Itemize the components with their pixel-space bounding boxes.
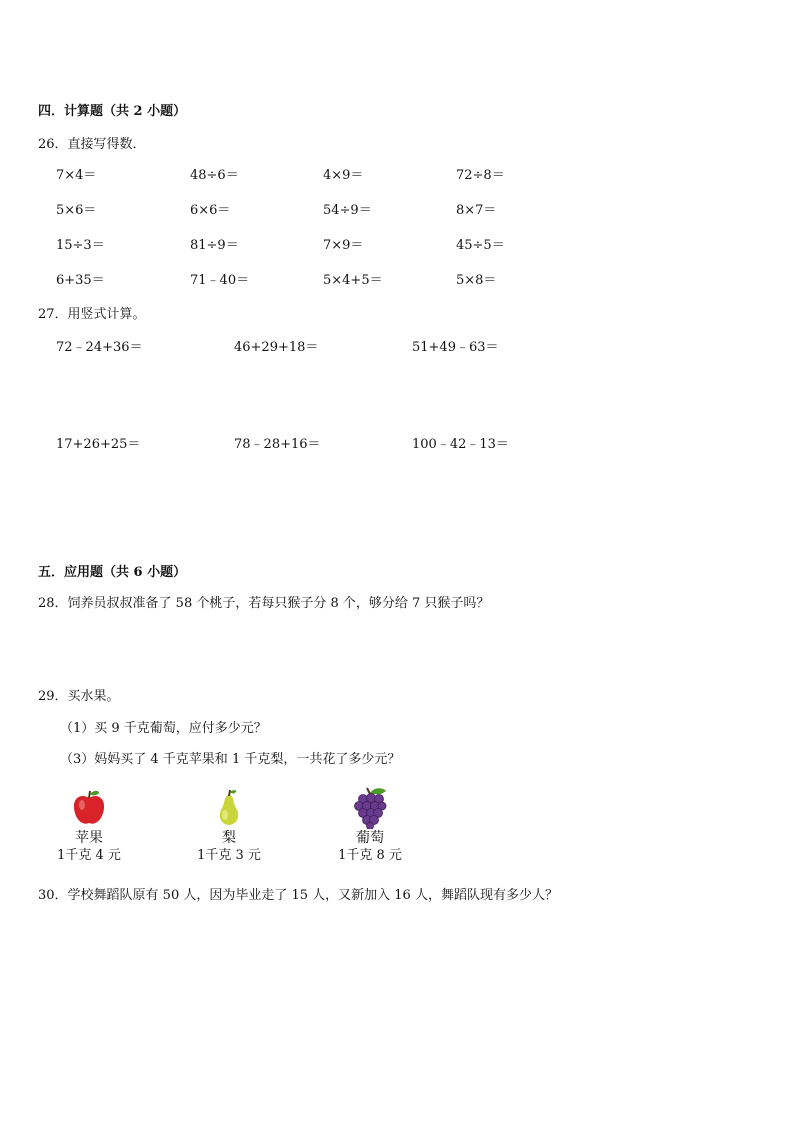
fruit-price: 1千克 8 元 bbox=[338, 848, 402, 863]
question-26-label: 26．直接写得数． bbox=[38, 137, 146, 152]
question-30: 30．学校舞蹈队原有 50 人，因为毕业走了 15 人，又新加入 16 人，舞蹈队现有多少人？ bbox=[38, 888, 558, 903]
q27-item: 51+49﹣63＝ bbox=[412, 340, 499, 355]
grape-icon bbox=[350, 785, 390, 829]
q26-item: 71﹣40＝ bbox=[190, 273, 250, 288]
fruit-name: 葡萄 bbox=[356, 830, 384, 846]
q26-item: 8×7＝ bbox=[456, 203, 497, 218]
q26-item: 7×9＝ bbox=[323, 238, 364, 253]
question-29-sub-3: （3）妈妈买了 4 千克苹果和 1 千克梨，一共花了多少元？ bbox=[60, 752, 401, 767]
q26-item: 5×8＝ bbox=[456, 273, 497, 288]
fruit-apple bbox=[44, 789, 134, 865]
section-4-heading: 四．计算题（共 2 小题） bbox=[38, 104, 187, 119]
fruit-pear bbox=[184, 789, 274, 865]
q26-item: 5×4+5＝ bbox=[323, 273, 383, 288]
q27-item: 46+29+18＝ bbox=[234, 340, 319, 355]
question-29-label: 29．买水果。 bbox=[38, 689, 120, 704]
q27-item: 100﹣42﹣13＝ bbox=[412, 437, 509, 452]
fruit-name: 梨 bbox=[222, 830, 236, 846]
q26-item: 15÷3＝ bbox=[56, 238, 105, 253]
q26-item: 45÷5＝ bbox=[456, 238, 505, 253]
q26-item: 6×6＝ bbox=[190, 203, 231, 218]
q27-item: 72﹣24+36＝ bbox=[56, 340, 143, 355]
pear-icon bbox=[214, 789, 244, 827]
fruit-name: 苹果 bbox=[75, 830, 103, 846]
q26-item: 48÷6＝ bbox=[190, 168, 239, 183]
question-29-sub-1: （1）买 9 千克葡萄，应付多少元？ bbox=[60, 721, 267, 736]
question-28: 28．饲养员叔叔准备了 58 个桃子，若每只猴子分 8 个，够分给 7 只猴子吗？ bbox=[38, 596, 490, 611]
q26-item: 5×6＝ bbox=[56, 203, 97, 218]
fruit-price: 1千克 3 元 bbox=[197, 848, 261, 863]
q26-item: 4×9＝ bbox=[323, 168, 364, 183]
apple-icon bbox=[71, 789, 107, 827]
fruit-price: 1千克 4 元 bbox=[57, 848, 121, 863]
q26-item: 6+35＝ bbox=[56, 273, 105, 288]
q27-item: 78﹣28+16＝ bbox=[234, 437, 321, 452]
q27-item: 17+26+25＝ bbox=[56, 437, 141, 452]
section-5-heading: 五．应用题（共 6 小题） bbox=[38, 565, 187, 580]
q26-item: 54÷9＝ bbox=[323, 203, 372, 218]
fruit-grape bbox=[325, 785, 415, 865]
q26-item: 7×4＝ bbox=[56, 168, 97, 183]
question-27-label: 27．用竖式计算。 bbox=[38, 307, 146, 322]
q26-item: 72÷8＝ bbox=[456, 168, 505, 183]
q26-item: 81÷9＝ bbox=[190, 238, 239, 253]
